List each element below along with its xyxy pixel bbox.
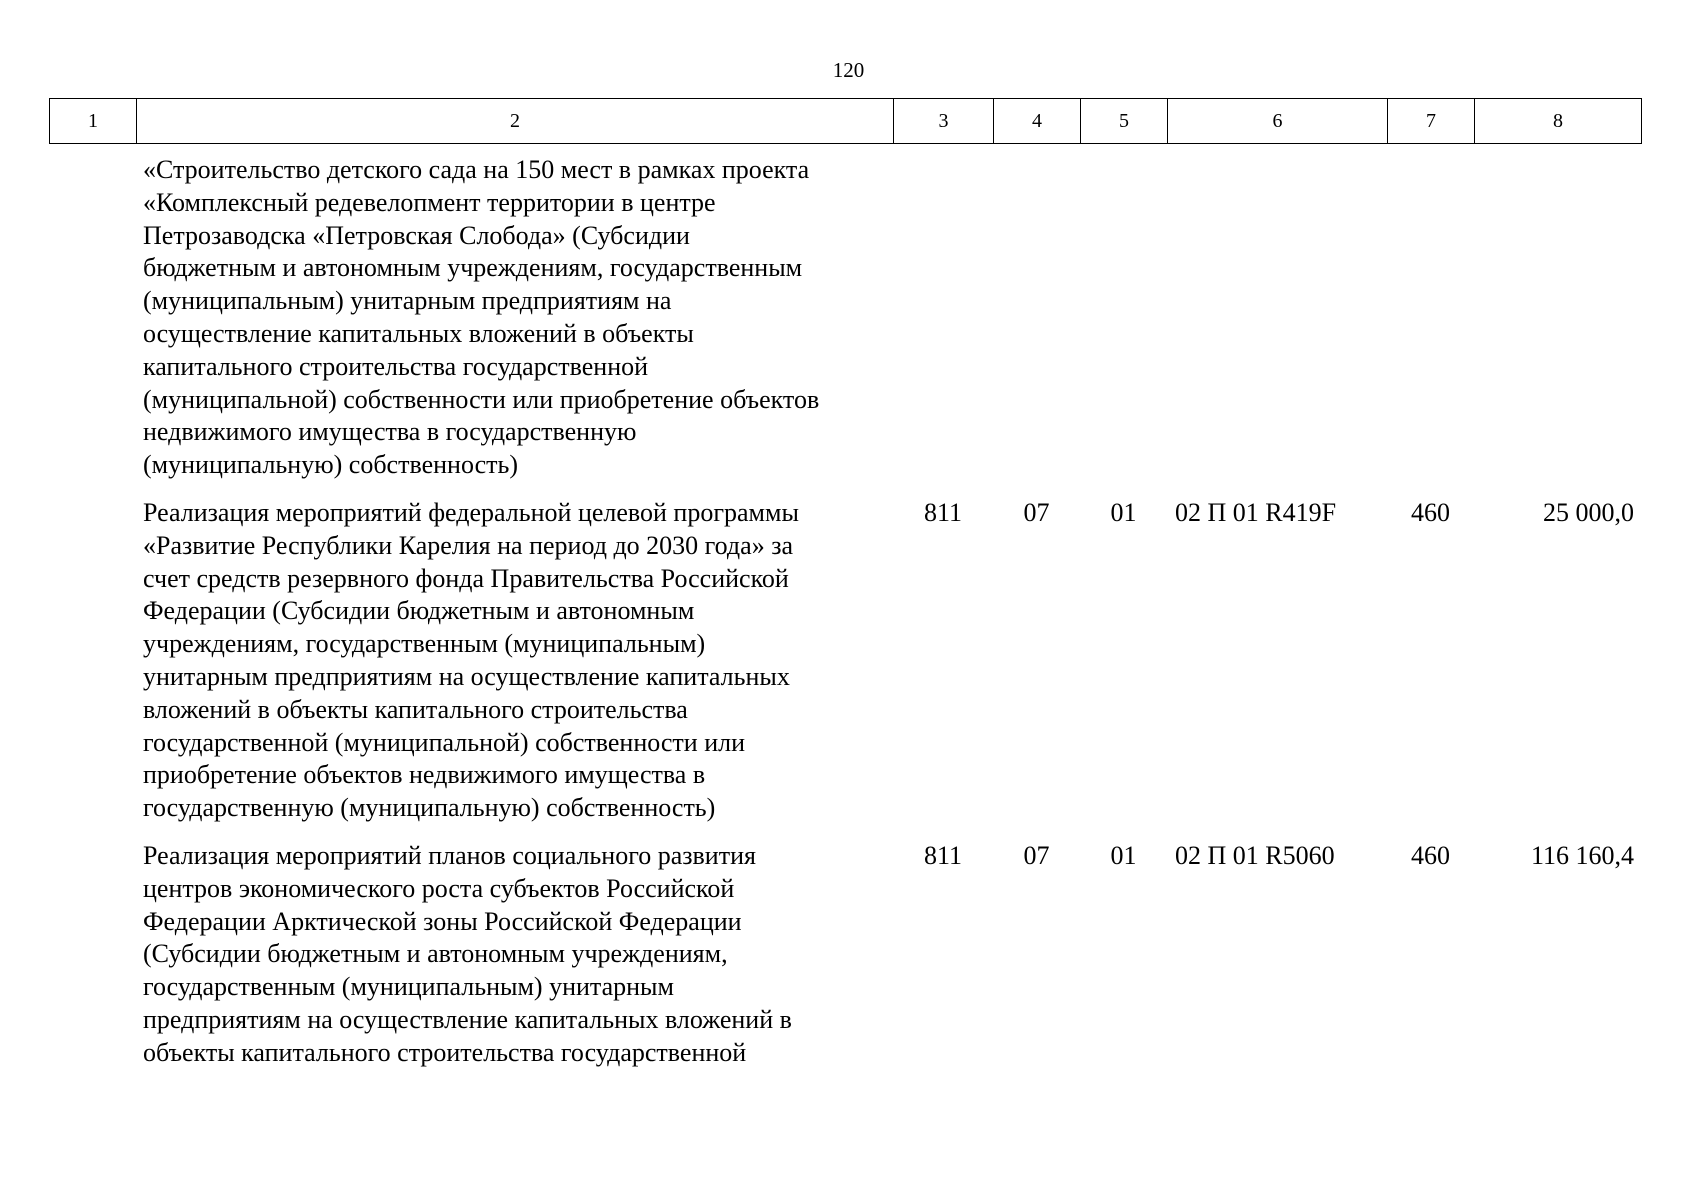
description-line: «Комплексный редевелопмент территории в центре	[143, 187, 716, 217]
ministry-code: 811	[923, 498, 963, 527]
header-col-6: 6	[1168, 99, 1388, 144]
description-line: государственную (муниципальную) собственность)	[143, 793, 716, 823]
description-line: осуществление капитальных вложений в объекты	[143, 318, 694, 348]
description-line: «Развитие Республики Карелия на период до 2030 года» за	[143, 530, 794, 560]
description-line: вложений в объекты капитального строительства	[143, 694, 688, 724]
description-line: (муниципальную) собственность)	[143, 450, 519, 480]
amount: 25 000,0	[1543, 498, 1634, 527]
description-line: «Строительство детского сада на 150 мест в рамках проекта	[143, 155, 810, 184]
description-line: учреждениям, государственным (муниципальным)	[143, 629, 706, 659]
description-line: Петрозаводска «Петровская Слобода» (Субсидии	[143, 220, 690, 250]
header-col-8: 8	[1475, 99, 1642, 144]
description-line: Федерации Арктической зоны Российской Федерации	[143, 906, 742, 936]
target-article-code: 02 П 01 R5060	[1175, 841, 1335, 870]
description-line: капитального строительства государственной	[143, 351, 649, 381]
description-line: недвижимого имущества в государственную	[143, 417, 637, 447]
description-line: государственной (муниципальной) собственности или	[143, 727, 745, 757]
header-col-1: 1	[50, 99, 137, 144]
subsection-code: 01	[1110, 498, 1137, 527]
column-number-header	[49, 98, 1642, 144]
section-code: 07	[1023, 841, 1050, 870]
row-description	[143, 154, 883, 482]
row-description	[143, 840, 883, 1070]
description-line: Реализация мероприятий планов социального развития	[143, 841, 756, 870]
header-col-7: 7	[1388, 99, 1475, 144]
section-code: 07	[1023, 498, 1050, 527]
row-description	[143, 497, 883, 825]
expense-type-code: 460	[1411, 841, 1450, 870]
header-col-5: 5	[1081, 99, 1168, 144]
description-line: (Субсидии бюджетным и автономным учреждениям,	[143, 939, 728, 969]
description-line: (муниципальным) унитарным предприятиям на	[143, 286, 672, 316]
description-line: Реализация мероприятий федеральной целевой программы	[143, 498, 799, 527]
description-line: Федерации (Субсидии бюджетным и автономным	[143, 596, 695, 626]
target-article-code: 02 П 01 R419F	[1175, 498, 1337, 527]
description-line: государственным (муниципальным) унитарным	[143, 972, 674, 1002]
page-number: 120	[832, 58, 865, 82]
description-line: предприятиям на осуществление капитальных вложений в	[143, 1004, 792, 1034]
description-line: бюджетным и автономным учреждениям, государственным	[143, 253, 803, 283]
description-line: центров экономического роста субъектов Российской	[143, 873, 735, 903]
header-col-2: 2	[137, 99, 894, 144]
subsection-code: 01	[1110, 841, 1137, 870]
amount: 116 160,4	[1530, 841, 1634, 870]
description-line: счет средств резервного фонда Правительства Российской	[143, 563, 789, 593]
expense-type-code: 460	[1411, 498, 1450, 527]
description-line: (муниципальной) собственности или приобретение объектов	[143, 384, 820, 414]
description-line: приобретение объектов недвижимого имущества в	[143, 760, 706, 790]
description-line: унитарным предприятиям на осуществление капитальных	[143, 661, 790, 691]
header-col-4: 4	[994, 99, 1081, 144]
header-col-3: 3	[894, 99, 994, 144]
ministry-code: 811	[923, 841, 963, 870]
description-line: объекты капитального строительства государственной	[143, 1037, 747, 1067]
